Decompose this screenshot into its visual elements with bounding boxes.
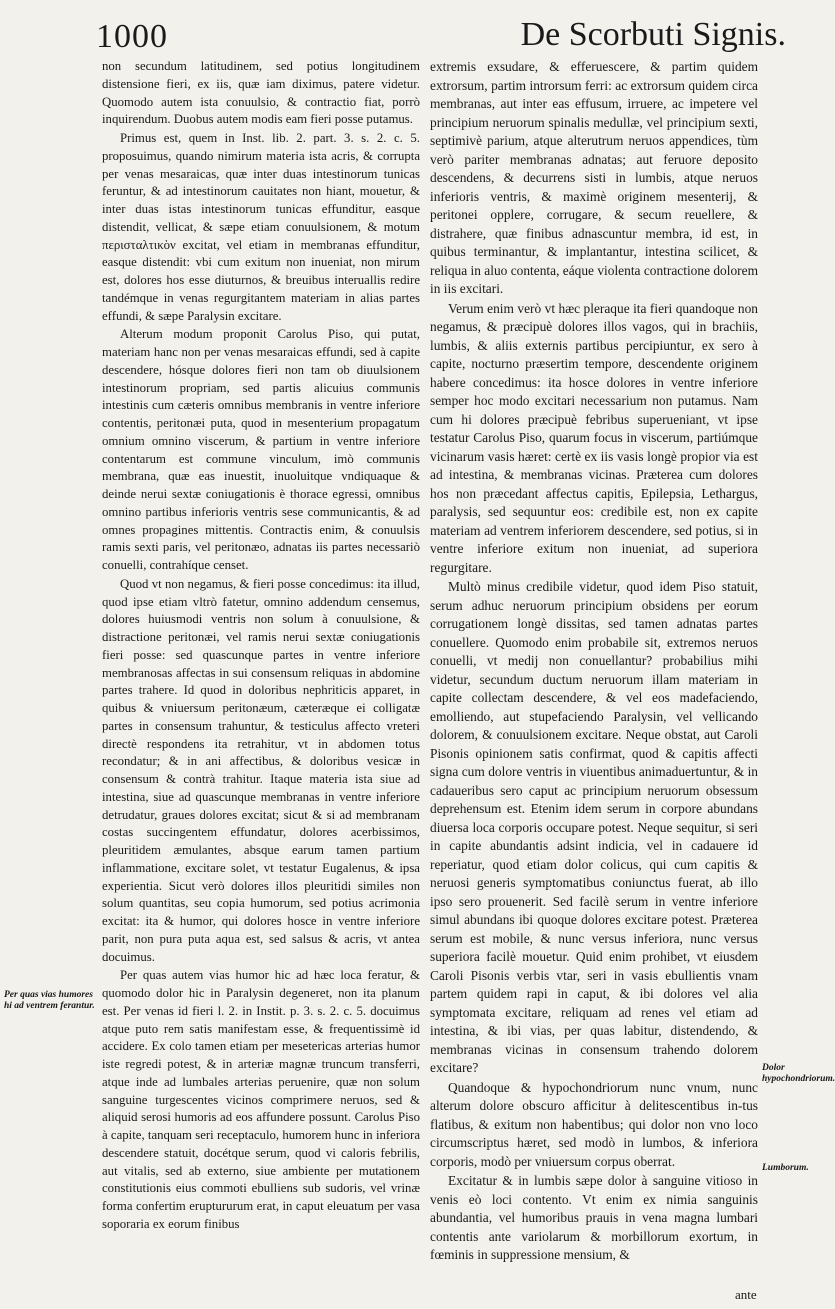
left-column — [102, 58, 420, 1235]
margin-note-lumbar: Lumborum. — [762, 1163, 809, 1173]
running-title: De Scorbuti Signis. — [520, 16, 786, 53]
paragraph: Quandoque & hypochondriorum nunc vnum, nunc alterum dolore obscuro afficitur à delitescentibus in-tus flatibus, & exitum non habentibus; qui dolor non vno loco circumscriptus hæret, sed modò in lumbos, & inferiora corporis, modò per vniuersum corpus oberrat. — [430, 1079, 758, 1169]
right-column — [430, 58, 758, 1266]
paragraph: Per quas autem vias humor hic ad hæc loca feratur, & quomodo dolor hic in Paralysin degeneret, non ita planum est. Per venas id fieri l. 2. in Instit. p. 3. s. 2. c. 5. docuimus atque puto rem satis manifestam esse, & frequentissimè id accidere. Ex colo tamen etiam per mesetericas arterias humor iste regredi potest, & in arteriæ magnæ truncum transferri, atque inde ad lumbales arterias peruenire, quæ non solum sanguine turgescentes vicinos comprimere neruos, sed & aliquid serosi humoris ad eos affundere possunt. Carolus Piso à capite, tanquam seri receptaculo, humorem hunc in inferiora descendere statuit, docétque serum, quod vi caloris febrilis, aut vitalis, sed ab externo, siue ambiente per mutationem constitutionis eius commoti ebulliens sub sudoris, vel vrinæ forma confertim eruptururum erat, in caput eleuatum per vasa soporaria ex eorum finibus — [102, 968, 420, 1231]
page-number: 1000 — [96, 18, 168, 55]
paragraph: extremis exsudare, & efferuescere, & partim quidem extrorsum, partim introrsum ferri: ac extrorsum quidem circa membranas, aut inter eas effusum, irruere, ac impetere vel principium neruorum spinalis medullæ, vel principium sexti, septimivè parium, atque alterutrum neruos appendices, tùm verò pariter membranas adnatas; aut feruore deposito descendens, & decurrens sisti in lumbis, atque neruos inferioris ventris, & maximè originem mesenterij, & peritonei opplere, corrugare, & secum reuellere, & distrahere, quæ finibus adnascuntur membra, id est, in quibus terminantur, & implantantur, intestina scilicet, & reliqua in aluo contenta, eáque violenta contractione dolorem in iis excitari. — [430, 59, 758, 296]
paragraph: non secundum latitudinem, sed potius longitudinem distensione fieri, ex iis, quæ iam diximus, patere videtur. Quomodo autem ista conuulsio, & contractio fiat, porrò inquirendum. Duobus autem modis eam fieri posse putamus. — [102, 59, 420, 127]
margin-note-left: Per quas vias humores hi ad ventrem ferantur. — [4, 990, 95, 1011]
paragraph: Alterum modum proponit Carolus Piso, qui putat, materiam hanc non per venas mesaraicas effundi, sed à capite descendere, hósque dolores fieri non tam ob diuulsionem intestinorum propriam, sed partis alicuius communis intestinis cum cæteris omnibus membranis in ventre inferiore contentis, peritonæi puta, quod in mesenterium propagatum omnium omnino viscerum, & partium in ventre inferiore contentarum est commune vinculum, imò communis membrana, quæ eas inuestit, inuoluitque vndiquaque & deinde nerui sextæ coniugationis è thorace egressi, omnibus omnino partibus inferioris ventris sese communicantis, & ad omnes propagines mittentis. Contractis enim, & conuulsis ramis sexti paris, vel peritonæo, adnatas iis partes necessariò conuelli, contrahíque censet. — [102, 327, 420, 572]
paragraph: Excitatur & in lumbis sæpe dolor à sanguine vitioso in venis eò loci contento. Vt enim ex nimia sanguinis abundantia, vel humoribus prauis in vena magna lumbari contentis ante variolarum & morbillorum exortum, in fœminis in suppressione mensium, & — [430, 1173, 758, 1262]
catchword: ante — [735, 1287, 757, 1302]
paragraph: Verum enim verò vt hæc pleraque ita fieri quandoque non negamus, & præcipuè dolores illos vagos, qui in brachiis, lumbis, & aliis externis partibus percipiuntur, ex sero à capite, nocturno præsertim tempore, descendente originem habere concedimus: ita hosce dolores in ventre inferiore semper hoc modo excitari necessarium non putamus. Nam cum hi dolores præcipuè febribus superueniant, vt ipse testatur Carolus Piso, quarum focus in viscerum, partiúmque vicinarum vasis hæret: certè ex iis vasis longè propior via est ad intestina, & membranas vicinas. Præterea cum dolores hos non præcedant affectus capitis, Epilepsia, Lethargus, paralysis, sed sequuntur eos: credibile est, non ex capite materiam ad ventrem inferiorem descendere, sed potius, si in ventre inferiore exitum non inueniat, ad superiora regurgitare. — [430, 300, 758, 575]
paragraph: Quod vt non negamus, & fieri posse concedimus: ita illud, quod ipse etiam vltrò fatetur, omnino addendum censemus, dolores huiusmodi ventris non solum à conuulsione, & distractione peritonæi, vel ramis nerui sextæ coniugationis fieri posse: sed quascunque partes in ventre inferiore membranosas affectas in sui consensum reliquas in abdomine partes trahere. Id quod in doloribus nephriticis apparet, in quibus & vniuersum peritonæum, cæteræque ei colligatæ partes in consensum trahuntur, & testiculus affecto vreteri directè respondens ita retrahitur, vt in abdomen totus recondatur; & in ani affectibus, & doloribus vesicæ in consensum & contrà trahitur. Itaque materia ista siue ad intestina, siue ad quascunque membranas in ventre inferiore detrudatur, graues dolores excitat; sicut & si ad membranam costas succingentem effundatur, dolores acerbissimos, pleuritidem æmulantes, absque earum tamen partium inflammatione, excitare solet, vt testatur Eugalenus, & ipsa experientia. Sicut verò dolores illos pleuritidi similes non solum quantitas, seu copia humorum, sed potius acrimonia excitat: ita & humor, qui dolores hosce in ventre inferiore parit, non pura puta aqua est, sed salsus & acris, vt antea docuimus. — [102, 576, 420, 964]
page-header — [96, 12, 786, 56]
paragraph: Multò minus credibile videtur, quod idem Piso statuit, serum adhuc neruorum principium obsidens per eorum corrugationem longè dissitas, sed tamen adnatas partes conuellere. Quomodo enim probabile sit, extremos neruos conuelli, vt medij non conuellantur? probabilius mihi videtur, secundum ductum neruorum illam materiam in capite collectam descendere, & vel eos madefaciendo, emolliendo, aut stupefaciendo Paralysin, vel vellicando dolorem, & conuulsionem excitare. Neque obstat, aut Caroli Pisonis opinionem satis confirmat, quod & capitis affecti signa cum dolore ventris in viuentibus animaduertuntur, & in cadaueribus sero caput ac principium neruorum obsessum deprehensum est. Etenim idem serum in corpore abundans diuersa loca corporis occupare potest. Neque sequitur, si seri in capite abundantis adsint indicia, vel in cadauere id reperiatur, quod etiam dolor colicus, qui cum capitis & neruosi generis symptomatibus coniunctus fuerat, ab illo ipso sero prouenerit. Sed facilè serum in ventre inferiore simul abundans ibi quoque dolores excitare potest. Præterea serum est mobile, & nunc versus inferiora, nunc versus superiora facilè mouetur. Quid enim prohibet, vt eiusdem Caroli Pisonis verbis vtar, seri in vasis ebullientis vnam partem quidem rapi in caput, & ibi dolores vel alia symptomata excitare, reliquam ad renes vel etiam ad intestina, & ibi vias, per quas labitur, distendendo, & membranas vicinas in consensum trahendo dolorem excitare? — [430, 579, 758, 1075]
margin-note-hypochondria: Dolor hypochondriorum. — [762, 1063, 835, 1084]
paragraph: Primus est, quem in Inst. lib. 2. part. 3. s. 2. c. 5. proposuimus, quando nimirum materia ista acris, & corrupta per venas mesaraicas, quæ inter duas intestinorum tunicas feruntur, & ad intestinorum cauitates non hiant, mouetur, & inter duas istas intestinorum tunicas effunditur, easque distendit, vellicat, & sæpe etiam conuulsionem, & motum περισταλτικὸν excitat, vel etiam in membranas effunditur, easque distendit: vbi cum exitum non inueniat, non mirum est, dolores hos esse diuturnos, & breuibus interuallis redire tandémque in venas regurgitantem materiam in alias partes effundi, & sæpe Paralysin excitare. — [102, 131, 420, 323]
